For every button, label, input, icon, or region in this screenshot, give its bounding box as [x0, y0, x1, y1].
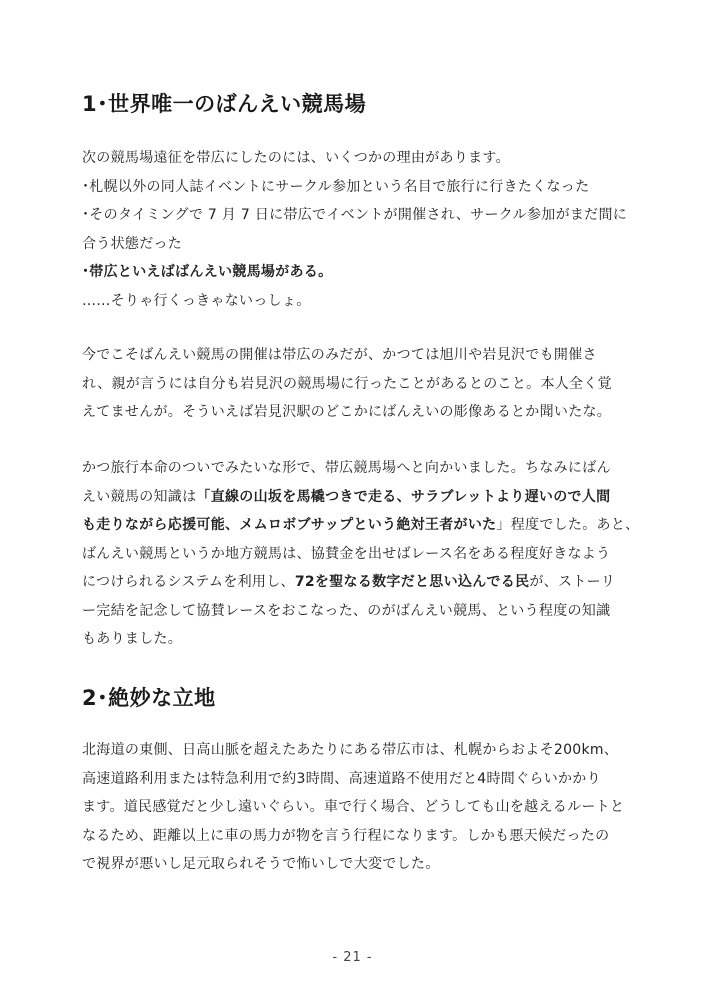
text-line: ･そのタイミングで 7 月 7 日に帯広でイベントが開催され、サークル参加がまだ間に: [82, 207, 628, 223]
text-line: なるため、距離以上に車の馬力が物を言う行程になります。しかも悪天候だったの: [82, 827, 610, 844]
section-heading-1: 1･世界唯一のばんえい競馬場: [82, 92, 367, 116]
text-line: 北海道の東側、日高山脈を超えたあたりにある帯広市は、札幌からおよそ200km、: [82, 742, 619, 758]
text-line: 合う状態だった: [82, 235, 183, 252]
text-segment: 」程度でした。あと、: [496, 517, 640, 533]
text-line: 今でこそばんえい競馬の開催は帯広のみだが、かつては旭川や岩見沢でも開催さ: [82, 347, 597, 363]
text-line: [82, 568, 630, 597]
text-line: れ、親が言うには自分も岩見沢の競馬場に行ったことがあるとのこと。本人全く覚: [82, 375, 612, 392]
text-line-bold: ･帯広といえばばんえい競馬場がある。: [82, 264, 333, 280]
text-line: ……そりゃ行くっきゃないっしょ。: [82, 292, 311, 309]
paragraph-reasons: [82, 144, 630, 315]
text-line: [82, 483, 630, 512]
text-line: [82, 511, 640, 540]
paragraph-history: [82, 341, 630, 427]
text-line: かつ旅行本命のついでみたいな形で、帯広競馬場へと向かいました。ちなみにばん: [82, 460, 611, 476]
text-line: ･札幌以外の同人誌イベントにサークル参加という名目で旅行に行きたくなった: [82, 178, 590, 195]
section-heading-2: 2･絶妙な立地: [82, 686, 216, 710]
text-line: で視界が悪いし足元取られそうで怖いしで大変でした。: [82, 856, 440, 872]
text-segment: が、ストーリ: [529, 574, 616, 590]
paragraph-knowledge: [82, 454, 640, 654]
text-line: ー完結を記念して協賛レースをおこなった、のがばんえい競馬、という程度の知識: [82, 602, 611, 619]
paragraph-location: [82, 736, 630, 879]
text-line: もありました。: [82, 631, 183, 647]
text-line: 次の競馬場遠征を帯広にしたのには、いくつかの理由があります。: [82, 150, 510, 166]
text-segment: えい競馬の知識は: [82, 488, 197, 505]
text-segment-bold: 「直線の山坂を馬橇つきで走る、サラブレットより遅いので人間: [196, 488, 611, 505]
text-segment-bold: 72を聖なる数字だと思い込んでる民: [294, 574, 530, 590]
text-segment: につけられるシステムを利用し、: [82, 574, 295, 590]
text-line: 高速道路利用または特急利用で約3時間、高速道路不使用だと4時間ぐらいかかり: [82, 770, 601, 787]
text-line: えてませんが。そういえば岩見沢駅のどこかにばんえいの彫像あるとか聞いたな。: [82, 404, 612, 420]
page-number: - 21 -: [332, 950, 373, 965]
text-line: ます。道民感覚だと少し遠いぐらい。車で行く場合、どうしても山を越えるルートと: [82, 799, 625, 815]
text-line: ばんえい競馬というか地方競馬は、協賛金を出せばレース名をある程度好きなよう: [82, 545, 611, 562]
text-segment-bold: も走りながら応援可能、メムロボブサップという絶対王者がいた: [82, 517, 497, 533]
